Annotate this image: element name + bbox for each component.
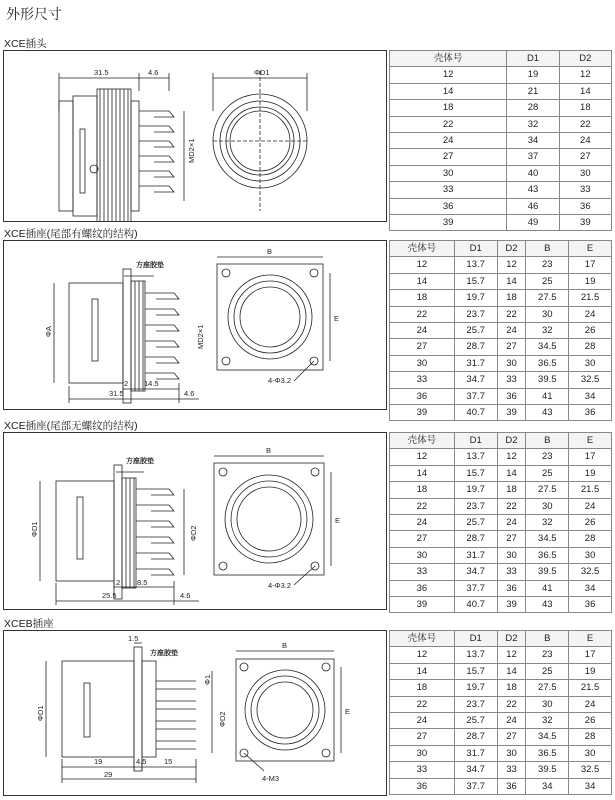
table-cell: 27 <box>497 729 526 745</box>
table-cell: 30 <box>526 306 569 322</box>
label-gasket: 方座胶垫 <box>126 457 154 465</box>
table-cell: 36 <box>569 405 612 421</box>
table-cell: 14 <box>497 663 526 679</box>
table-cell: 24 <box>390 713 455 729</box>
table-row <box>390 531 612 547</box>
dim-14-5: 14.5 <box>144 379 159 388</box>
dim-4-6: 4.6 <box>180 591 191 600</box>
table-row <box>390 355 612 371</box>
column-header: E <box>569 433 612 449</box>
table-cell: 22 <box>390 498 455 514</box>
table-cell: 28 <box>507 100 559 116</box>
table-cell: 14 <box>559 83 611 99</box>
table-cell: 19 <box>569 663 612 679</box>
table-cell: 12 <box>390 647 455 663</box>
dim-31-5: 31.5 <box>94 68 109 77</box>
table-header-row <box>390 433 612 449</box>
table-cell: 27.5 <box>526 482 569 498</box>
table-cell: 25.7 <box>454 713 497 729</box>
table-cell: 22 <box>497 696 526 712</box>
table-row <box>390 713 612 729</box>
table-cell: 17 <box>569 647 612 663</box>
table-row <box>390 597 612 613</box>
column-header: 壳体号 <box>390 631 455 647</box>
dim-phi-d2: ΦD2 <box>189 525 198 541</box>
table-cell: 27 <box>497 531 526 547</box>
dim-phi-d1: ΦD1 <box>30 521 39 537</box>
table-cell: 33 <box>497 762 526 778</box>
table-cell: 13.7 <box>454 257 497 273</box>
table-cell: 39.5 <box>526 372 569 388</box>
drawing-xce-socket-unthreaded <box>3 432 387 610</box>
column-header: B <box>526 631 569 647</box>
table-row <box>390 273 612 289</box>
table-cell: 36 <box>497 580 526 596</box>
column-header: D2 <box>497 631 526 647</box>
table-cell: 23.7 <box>454 498 497 514</box>
column-header: D1 <box>454 433 497 449</box>
table-row <box>390 547 612 563</box>
table-cell: 27 <box>390 729 455 745</box>
table-cell: 30 <box>390 547 455 563</box>
section-label-xceb-socket: XCEB插座 <box>4 618 54 630</box>
table-cell: 39 <box>390 215 507 231</box>
column-header: D2 <box>559 51 611 67</box>
table-cell: 24 <box>569 498 612 514</box>
table-cell: 36 <box>569 597 612 613</box>
table-cell: 28 <box>569 729 612 745</box>
table-cell: 12 <box>559 67 611 83</box>
dim-thread: MD2×1 <box>196 324 205 349</box>
table-cell: 23 <box>526 449 569 465</box>
dim-19: 19 <box>94 757 103 766</box>
table-cell: 21.5 <box>569 482 612 498</box>
table-cell: 37.7 <box>454 388 497 404</box>
dim-holes: 4-Φ3.2 <box>268 581 292 590</box>
table-row <box>390 133 612 149</box>
dim-holes: 4-M3 <box>262 774 280 783</box>
table-cell: 36 <box>390 388 455 404</box>
table-row <box>390 339 612 355</box>
table-cell: 21.5 <box>569 680 612 696</box>
table-cell: 43 <box>507 182 559 198</box>
column-header: 壳体号 <box>390 433 455 449</box>
table-cell: 30 <box>390 745 455 761</box>
table-cell: 24 <box>497 713 526 729</box>
table-cell: 30 <box>569 745 612 761</box>
table-cell: 26 <box>569 323 612 339</box>
table-cell: 22 <box>497 498 526 514</box>
table-cell: 30 <box>497 355 526 371</box>
table-cell: 22 <box>390 116 507 132</box>
table-cell: 22 <box>390 696 455 712</box>
dim-holes: 4-Φ3.2 <box>268 376 292 385</box>
table-cell: 36 <box>390 580 455 596</box>
table-cell: 15.7 <box>454 663 497 679</box>
table-cell: 14 <box>497 273 526 289</box>
table-cell: 33 <box>497 372 526 388</box>
dim-25-5: 25.5 <box>102 591 117 600</box>
table-cell: 36.5 <box>526 355 569 371</box>
table-cell: 24 <box>390 133 507 149</box>
table-cell: 30 <box>390 165 507 181</box>
table-cell: 18 <box>497 482 526 498</box>
table-cell: 32 <box>507 116 559 132</box>
column-header: D2 <box>497 241 526 257</box>
table-cell: 17 <box>569 257 612 273</box>
table-cell: 33 <box>390 182 507 198</box>
table-cell: 39 <box>390 405 455 421</box>
table-cell: 19.7 <box>454 290 497 306</box>
table-row <box>390 290 612 306</box>
table-cell: 21 <box>507 83 559 99</box>
dim-thread: MD2×1 <box>187 138 196 163</box>
table-cell: 19.7 <box>454 680 497 696</box>
table-cell: 37 <box>507 149 559 165</box>
table-cell: 23 <box>526 257 569 273</box>
table-cell: 12 <box>390 257 455 273</box>
table-cell: 30 <box>526 696 569 712</box>
drawing-xce-plug <box>3 50 387 222</box>
section-label-xce-socket-threaded: XCE插座(尾部有螺纹的结构) <box>4 228 138 240</box>
table-cell: 14 <box>390 465 455 481</box>
table-row <box>390 564 612 580</box>
table-cell: 28.7 <box>454 729 497 745</box>
table-cell: 39 <box>559 215 611 231</box>
table-row <box>390 323 612 339</box>
dim-phi-a: ΦA <box>44 326 53 337</box>
table-cell: 18 <box>390 290 455 306</box>
column-header: B <box>526 241 569 257</box>
table-row <box>390 663 612 679</box>
spec-table-xce-plug <box>389 50 612 231</box>
table-cell: 32.5 <box>569 762 612 778</box>
table-cell: 25 <box>526 273 569 289</box>
table-cell: 19 <box>507 67 559 83</box>
table-row <box>390 83 612 99</box>
table-cell: 34 <box>526 778 569 794</box>
table-cell: 40.7 <box>454 405 497 421</box>
dim-phi-d1: ΦD1 <box>254 68 270 77</box>
table-cell: 26 <box>569 713 612 729</box>
table-cell: 27.5 <box>526 290 569 306</box>
table-row <box>390 647 612 663</box>
table-cell: 18 <box>497 290 526 306</box>
column-header: D1 <box>507 51 559 67</box>
table-row <box>390 729 612 745</box>
table-row <box>390 388 612 404</box>
table-cell: 40.7 <box>454 597 497 613</box>
table-cell: 23.7 <box>454 306 497 322</box>
table-cell: 19 <box>569 465 612 481</box>
dim-b: B <box>282 641 288 650</box>
table-cell: 33 <box>390 762 455 778</box>
table-cell: 28 <box>569 531 612 547</box>
table-row <box>390 67 612 83</box>
table-cell: 14 <box>390 273 455 289</box>
table-cell: 40 <box>507 165 559 181</box>
table-cell: 13.7 <box>454 449 497 465</box>
table-cell: 33 <box>559 182 611 198</box>
table-cell: 23 <box>526 647 569 663</box>
table-cell: 34 <box>569 388 612 404</box>
table-cell: 18 <box>390 482 455 498</box>
table-cell: 24 <box>569 306 612 322</box>
dim-2: 2 <box>124 379 129 388</box>
table-cell: 39 <box>497 405 526 421</box>
column-header: D1 <box>454 241 497 257</box>
table-row <box>390 405 612 421</box>
section-label-xce-socket-unthreaded: XCE插座(尾部无螺纹的结构) <box>4 420 138 432</box>
table-row <box>390 762 612 778</box>
column-header: 壳体号 <box>390 241 455 257</box>
table-row <box>390 215 612 231</box>
table-row <box>390 165 612 181</box>
table-cell: 24 <box>390 515 455 531</box>
table-cell: 39.5 <box>526 564 569 580</box>
table-row <box>390 198 612 214</box>
table-cell: 34 <box>569 580 612 596</box>
dim-e: E <box>334 314 340 323</box>
table-cell: 30 <box>569 355 612 371</box>
drawing-xce-socket-threaded <box>3 240 387 410</box>
table-cell: 19 <box>569 273 612 289</box>
table-cell: 39 <box>390 597 455 613</box>
table-cell: 27 <box>390 531 455 547</box>
table-row <box>390 696 612 712</box>
dim-phi-d1: ΦD1 <box>36 705 45 721</box>
column-header: D2 <box>497 433 526 449</box>
table-header-row <box>390 241 612 257</box>
column-header: E <box>569 631 612 647</box>
column-header: D1 <box>454 631 497 647</box>
table-cell: 23.7 <box>454 696 497 712</box>
table-row <box>390 149 612 165</box>
dim-1-5: 1.5 <box>128 634 139 643</box>
table-row <box>390 745 612 761</box>
table-row <box>390 100 612 116</box>
table-cell: 33 <box>497 564 526 580</box>
dim-31-5: 31.5 <box>109 389 124 398</box>
table-cell: 15.7 <box>454 273 497 289</box>
table-cell: 34 <box>569 778 612 794</box>
table-cell: 49 <box>507 215 559 231</box>
table-cell: 27 <box>559 149 611 165</box>
table-cell: 37.7 <box>454 580 497 596</box>
dim-b: B <box>266 446 272 455</box>
table-row <box>390 515 612 531</box>
table-cell: 27 <box>497 339 526 355</box>
table-cell: 24 <box>569 696 612 712</box>
table-cell: 30 <box>497 745 526 761</box>
table-cell: 34.5 <box>526 729 569 745</box>
table-cell: 36.5 <box>526 745 569 761</box>
page-title: 外形尺寸 <box>6 6 62 22</box>
table-header-row <box>390 631 612 647</box>
table-cell: 39 <box>497 597 526 613</box>
table-cell: 36.5 <box>526 547 569 563</box>
table-cell: 12 <box>497 449 526 465</box>
table-row <box>390 306 612 322</box>
table-header-row <box>390 51 612 67</box>
table-cell: 14 <box>497 465 526 481</box>
column-header: E <box>569 241 612 257</box>
table-cell: 36 <box>497 388 526 404</box>
section-label-xce-plug: XCE插头 <box>4 38 47 50</box>
table-cell: 36 <box>390 778 455 794</box>
table-cell: 18 <box>497 680 526 696</box>
table-cell: 12 <box>390 449 455 465</box>
table-cell: 46 <box>507 198 559 214</box>
table-cell: 30 <box>569 547 612 563</box>
table-cell: 32 <box>526 323 569 339</box>
table-cell: 14 <box>390 83 507 99</box>
table-cell: 13.7 <box>454 647 497 663</box>
table-cell: 33 <box>390 372 455 388</box>
dim-e: E <box>345 707 351 716</box>
table-cell: 15.7 <box>454 465 497 481</box>
table-cell: 24 <box>497 515 526 531</box>
table-cell: 14 <box>390 663 455 679</box>
table-cell: 31.7 <box>454 547 497 563</box>
spec-table-xce-socket-unthreaded <box>389 432 612 613</box>
table-cell: 18 <box>559 100 611 116</box>
spec-table-xceb-socket <box>389 630 612 795</box>
table-cell: 34 <box>507 133 559 149</box>
table-cell: 32 <box>526 515 569 531</box>
dim-b: B <box>267 247 273 256</box>
table-row <box>390 182 612 198</box>
table-cell: 27 <box>390 339 455 355</box>
table-cell: 18 <box>390 100 507 116</box>
table-cell: 25.7 <box>454 515 497 531</box>
table-row <box>390 372 612 388</box>
table-row <box>390 482 612 498</box>
dim-e: E <box>335 516 341 525</box>
table-row <box>390 257 612 273</box>
table-cell: 18 <box>390 680 455 696</box>
dim-2: 2 <box>116 578 121 587</box>
column-header: B <box>526 433 569 449</box>
table-cell: 28 <box>569 339 612 355</box>
table-cell: 26 <box>569 515 612 531</box>
table-cell: 31.7 <box>454 745 497 761</box>
table-cell: 34.7 <box>454 762 497 778</box>
table-cell: 17 <box>569 449 612 465</box>
label-gasket: 方座胶垫 <box>150 649 178 657</box>
dim-phi-d2: ΦD2 <box>218 711 227 727</box>
table-row <box>390 680 612 696</box>
table-cell: 34.5 <box>526 339 569 355</box>
table-cell: 31.7 <box>454 355 497 371</box>
table-cell: 41 <box>526 580 569 596</box>
table-cell: 30 <box>497 547 526 563</box>
label-gasket: 方座胶垫 <box>136 261 164 269</box>
table-cell: 30 <box>559 165 611 181</box>
table-row <box>390 449 612 465</box>
table-cell: 12 <box>497 647 526 663</box>
table-cell: 12 <box>497 257 526 273</box>
table-cell: 33 <box>390 564 455 580</box>
spec-table-xce-socket-threaded <box>389 240 612 421</box>
table-cell: 21.5 <box>569 290 612 306</box>
table-cell: 25 <box>526 465 569 481</box>
table-cell: 43 <box>526 597 569 613</box>
column-header: 壳体号 <box>390 51 507 67</box>
table-cell: 24 <box>497 323 526 339</box>
table-cell: 25 <box>526 663 569 679</box>
dim-phi-1: Φ1 <box>203 674 212 685</box>
table-row <box>390 465 612 481</box>
dim-15: 15 <box>164 757 173 766</box>
table-row <box>390 116 612 132</box>
table-cell: 22 <box>390 306 455 322</box>
table-cell: 27 <box>390 149 507 165</box>
table-cell: 27.5 <box>526 680 569 696</box>
table-cell: 37.7 <box>454 778 497 794</box>
table-cell: 24 <box>559 133 611 149</box>
table-row <box>390 778 612 794</box>
table-cell: 30 <box>526 498 569 514</box>
dim-8-5: 8.5 <box>137 578 148 587</box>
table-cell: 22 <box>559 116 611 132</box>
table-cell: 32.5 <box>569 372 612 388</box>
dim-4-6: 4.6 <box>148 68 159 77</box>
table-cell: 22 <box>497 306 526 322</box>
dim-4-5: 4.5 <box>136 757 147 766</box>
table-row <box>390 580 612 596</box>
table-cell: 32.5 <box>569 564 612 580</box>
table-cell: 28.7 <box>454 531 497 547</box>
dim-29: 29 <box>104 770 113 779</box>
table-cell: 30 <box>390 355 455 371</box>
table-cell: 34.7 <box>454 564 497 580</box>
table-cell: 34.5 <box>526 531 569 547</box>
table-cell: 12 <box>390 67 507 83</box>
table-cell: 36 <box>559 198 611 214</box>
table-cell: 19.7 <box>454 482 497 498</box>
table-cell: 28.7 <box>454 339 497 355</box>
table-cell: 41 <box>526 388 569 404</box>
table-cell: 36 <box>390 198 507 214</box>
table-cell: 36 <box>497 778 526 794</box>
table-row <box>390 498 612 514</box>
table-cell: 39.5 <box>526 762 569 778</box>
drawing-xceb-socket <box>3 630 387 796</box>
table-cell: 43 <box>526 405 569 421</box>
dim-4-6: 4.6 <box>184 389 195 398</box>
table-cell: 24 <box>390 323 455 339</box>
table-cell: 25.7 <box>454 323 497 339</box>
table-cell: 34.7 <box>454 372 497 388</box>
table-cell: 32 <box>526 713 569 729</box>
